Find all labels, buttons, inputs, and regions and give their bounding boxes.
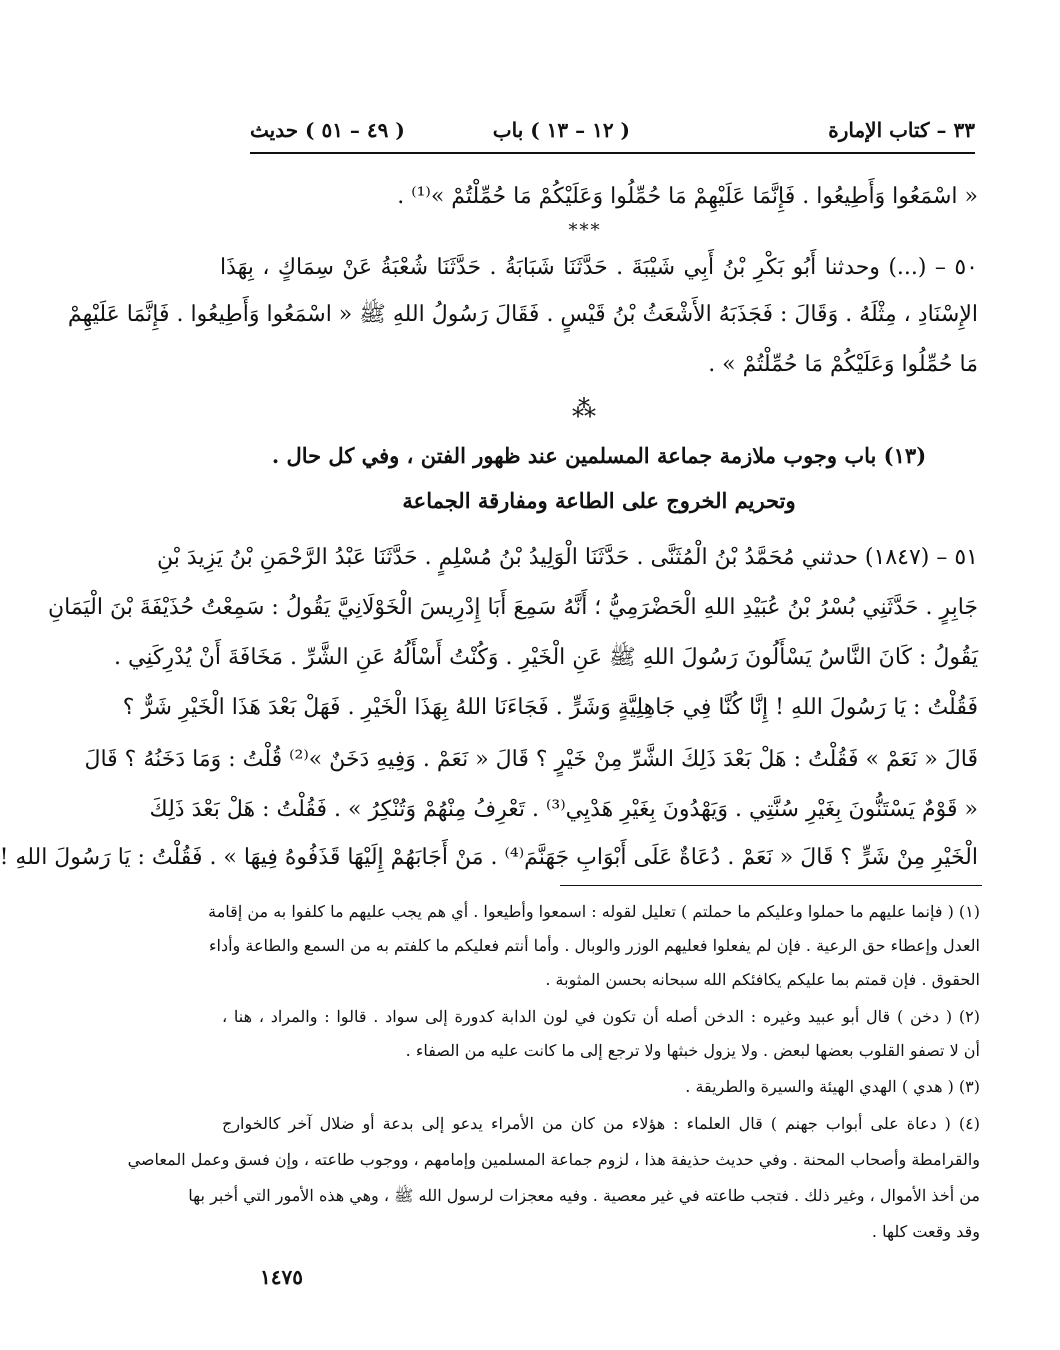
footnote-4-line-1: (٤) ( دعاة على أبواب جهنم ) قال العلماء : هؤلاء من كان من الأمراء يدعو إلى بدعة أو ضلال آخر كالخوارج	[222, 1114, 980, 1133]
footnote-3-line-1: (٣) ( هدي ) الهدي الهيئة والسيرة والطريقة .	[685, 1077, 980, 1096]
book-title: ٣٣ – كتاب الإمارة	[828, 118, 975, 142]
hadith-51-line-2: جَابِرٍ . حَدَّثَنِي بُسْرُ بْنُ عُبَيْدِ اللهِ الْحَضْرَمِيُّ ؛ أَنَّهُ سَمِعَ أَبَا إِدْرِيسَ الْخَوْلَانِيَّ يَقُولُ : سَمِعْتُ حُذَيْفَةَ بْنَ الْيَمَانِ	[47, 595, 978, 620]
hadith-51-line-1: ٥١ – (١٨٤٧) حدثني مُحَمَّدُ بْنُ الْمُثَنَّى . حَدَّثَنَا الْوَلِيدُ بْنُ مُسْلِمٍ . حَدَّثَنَا عَبْدُ الرَّحْمَنِ بْنُ يَزِيدَ بْنِ	[157, 545, 978, 570]
hadith-51-line-4: فَقُلْتُ : يَا رَسُولَ اللهِ ! إِنَّا كُنَّا فِي جَاهِلِيَّةٍ وَشَرٍّ . فَجَاءَنَا اللهُ بِهَذَا الْخَيْرِ . فَهَلْ بَعْدَ هَذَا الْخَيْرِ شَرٌّ ؟	[122, 695, 978, 720]
hadith-51-line-3: يَقُولُ : كَانَ النَّاسُ يَسْأَلُونَ رَسُولَ اللهِ ﷺ عَنِ الْخَيْرِ . وَكُنْتُ أَسْأَلُهُ عَنِ الشَّرِّ . مَخَافَةَ أَنْ يُدْرِكَنِي .	[114, 645, 978, 670]
footnote-4-line-4: وقد وقعت كلها .	[871, 1222, 980, 1241]
chapter-subtitle: وتحريم الخروج على الطاعة ومفارقة الجماعة	[402, 488, 796, 513]
hadith-51-line-5: قَالَ « نَعَمْ » فَقُلْتُ : هَلْ بَعْدَ ذَلِكَ الشَّرِّ مِنْ خَيْرٍ ؟ قَالَ « نَعَمْ . وَفِيهِ دَخَنٌ »⁽²⁾ قُلْتُ : وَمَا دَخَنُهُ ؟ قَالَ	[84, 747, 978, 772]
hadith-50-line-2: الإِسْنَادِ ، مِثْلَهُ . وَقَالَ : فَجَذَبَهُ الأَشْعَثُ بْنُ قَيْسٍ . فَقَالَ رَسُولُ اللهِ ﷺ « اسْمَعُوا وَأَطِيعُوا . فَإِنَّمَا عَلَيْهِمْ	[67, 302, 978, 327]
footnote-1-line-2: العدل وإعطاء حق الرعية . فإن لم يفعلوا فعليهم الوزر والوبال . وأما أنتم فعليكم ما كلفتم به من السمع والطاعة وأداء	[209, 936, 980, 955]
footnote-4-line-2: والقرامطة وأصحاب المحنة . وفي حديث حذيفة هذا ، لزوم جماعة المسلمين وإمامهم ، ووجوب طاعته ، وإن فسق وعمل المعاصي	[127, 1150, 980, 1169]
footnote-2-line-1: (٢) ( دخن ) قال أبو عبيد وغيره : الدخن أصله أن تكون في لون الدابة كدورة إلى سواد . قالوا : والمراد ، هنا ،	[222, 1007, 980, 1026]
hadith-51-line-6: « قَوْمٌ يَسْتَنُّونَ بِغَيْرِ سُنَّتِي . وَيَهْدُونَ بِغَيْرِ هَدْيِي⁽³⁾ . تَعْرِفُ مِنْهُمْ وَتُنْكِرُ » . فَقُلْتُ : هَلْ بَعْدَ ذَلِكَ	[149, 797, 978, 822]
section-separator: ***	[568, 220, 602, 241]
hadith-49-ending: « اسْمَعُوا وَأَطِيعُوا . فَإِنَّمَا عَلَيْهِمْ مَا حُمِّلُوا وَعَلَيْكُمْ مَا حُمِّلْتُمْ »⁽¹⁾ .	[397, 184, 978, 209]
footnote-divider	[560, 885, 982, 886]
hadith-51-line-7: الْخَيْرِ مِنْ شَرٍّ ؟ قَالَ « نَعَمْ . دُعَاةٌ عَلَى أَبْوَابِ جَهَنَّمَ⁽⁴⁾ . مَنْ أَجَابَهُمْ إِلَيْهَا قَذَفُوهُ فِيهَا » . فَقُلْتُ : يَا رَسُولَ اللهِ !	[0, 845, 978, 870]
chapter-title: (١٣) باب وجوب ملازمة جماعة المسلمين عند ظهور الفتن ، وفي كل حال .	[271, 443, 927, 468]
footnote-1-line-3: الحقوق . فإن قمتم بما عليكم يكافئكم الله سبحانه بحسن المثوبة .	[545, 970, 980, 989]
running-header	[250, 118, 975, 152]
footnote-1-line-1: (١) ( فإنما عليهم ما حملوا وعليكم ما حملتم ) تعليل لقوله : اسمعوا وأطيعوا . أي هم يجب عليهم ما كلفوا به من إقامة	[208, 902, 980, 921]
header-divider	[250, 152, 975, 154]
hadith-50-line-3: مَا حُمِّلُوا وَعَلَيْكُمْ مَا حُمِّلْتُمْ » .	[708, 352, 978, 377]
footnote-4-line-3: من أخذ الأموال ، وغير ذلك . فتجب طاعته في غير معصية . وفيه معجزات لرسول الله ﷺ ، وهي هذه الأمور التي أخبر بها	[188, 1186, 980, 1205]
hadith-50-line-1: ٥٠ – (...) وحدثنا أَبُو بَكْرِ بْنُ أَبِي شَيْبَةَ . حَدَّثَنَا شَبَابَةُ . حَدَّثَنَا شُعْبَةُ عَنْ سِمَاكٍ ، بِهَذَا	[220, 255, 978, 280]
chapter-range: ( ١٢ – ١٣ ) باب	[492, 118, 630, 142]
page-number: ١٤٧٥	[260, 1265, 303, 1289]
hadith-range: ( ٤٩ – ٥١ ) حديث	[250, 118, 405, 142]
footnote-2-line-2: أن لا تصفو القلوب بعضها لبعض . ولا يزول خبثها ولا ترجع إلى ما كانت عليه من الصفاء .	[405, 1041, 980, 1060]
chapter-separator: ⁂	[572, 395, 598, 423]
